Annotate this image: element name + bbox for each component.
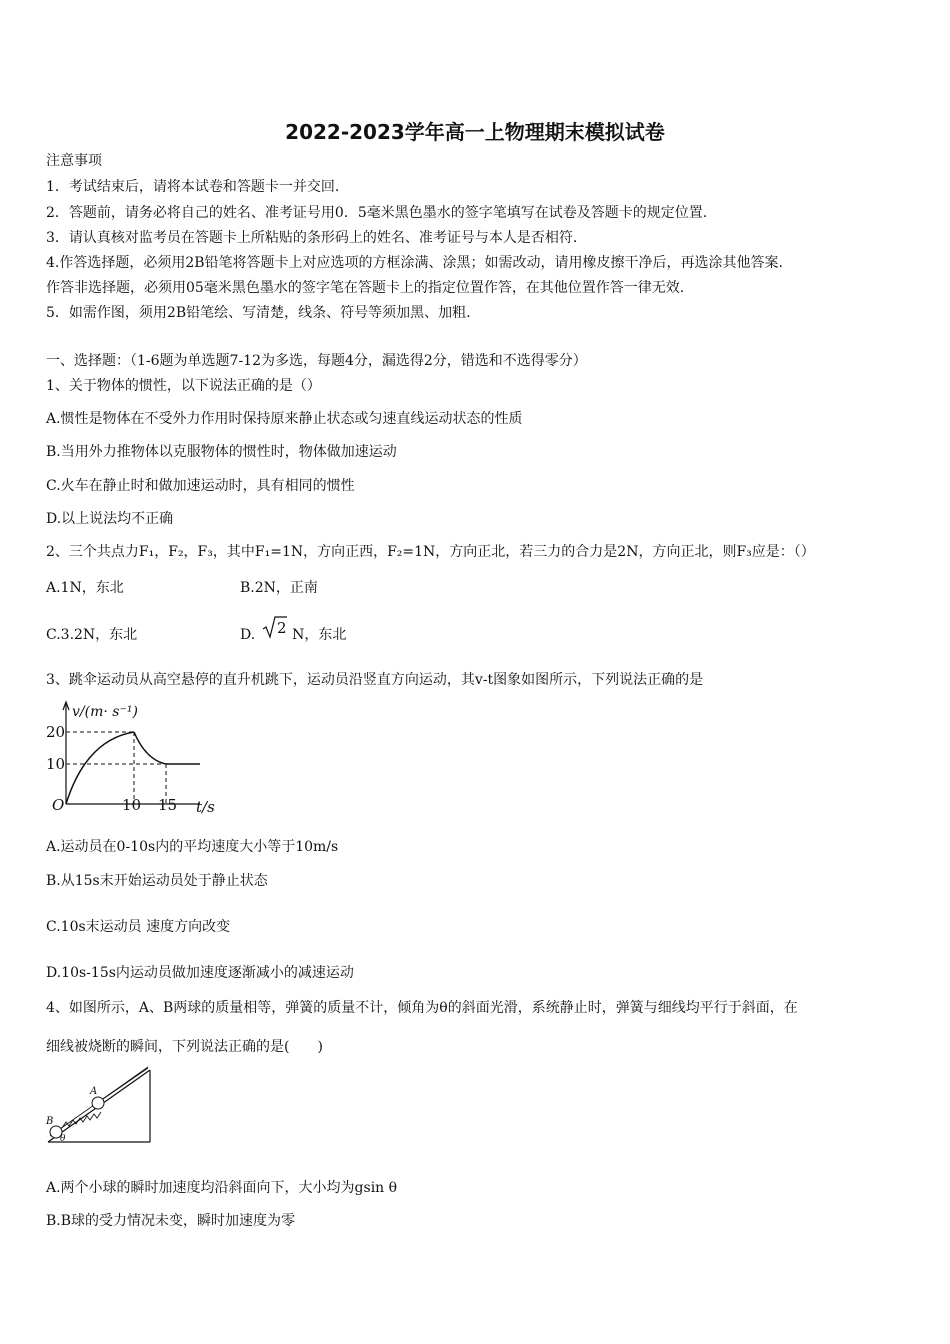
notice-heading: 注意事项 — [46, 153, 102, 169]
option-d-suffix: N，东北 — [292, 627, 347, 643]
question-2-option-b: B.2N，正南 — [240, 580, 318, 596]
label-a: A — [90, 1086, 98, 1097]
y-tick-20: 20 — [46, 723, 66, 741]
question-4-stem-line2: 细线被烧断的瞬间，下列说法正确的是( ) — [46, 1039, 323, 1055]
y-tick-10: 10 — [46, 755, 66, 773]
notice-item: 1．考试结束后，请将本试卷和答题卡一并交回. — [46, 179, 340, 195]
notice-item: 3．请认真核对监考员在答题卡上所粘贴的条形码上的姓名、准考证号与本人是否相符. — [46, 230, 578, 246]
page-title: 2022-2023学年高一上物理期末模拟试卷 — [285, 120, 665, 144]
y-axis-label: v/(m· s⁻¹) — [72, 704, 138, 720]
radicand: 2 — [276, 619, 287, 637]
vt-graph — [44, 698, 224, 816]
curve-accelerate — [66, 732, 134, 804]
notice-item: 4.作答选择题，必须用2B铅笔将答题卡上对应选项的方框涂满、涂黑；如需改动，请用橡皮擦干净后，再选涂其他答案. — [46, 255, 783, 271]
curve-decelerate — [134, 732, 166, 764]
incline-figure — [44, 1064, 156, 1146]
question-3-option-c: C.10s末运动员 速度方向改变 — [46, 919, 231, 935]
ball-a — [92, 1097, 104, 1109]
question-2-option-d — [240, 614, 346, 644]
question-3-option-b: B.从15s末开始运动员处于静止状态 — [46, 873, 268, 889]
question-4-stem-line1: 4、如图所示，A、B两球的质量相等，弹簧的质量不计，倾角为θ的斜面光滑，系统静止时，弹簧与细线均平行于斜面，在 — [46, 1000, 798, 1016]
question-1-option-d: D.以上说法均不正确 — [46, 511, 174, 527]
question-1-option-a: A.惯性是物体在不受外力作用时保持原来静止状态或匀速直线运动状态的性质 — [46, 411, 523, 427]
label-b: B — [46, 1116, 54, 1127]
question-2-stem: 2、三个共点力F₁，F₂，F₃，其中F₁=1N，方向正西，F₂=1N，方向正北，若三力的合力是2N，方向正北，则F₃应是：（） — [46, 544, 815, 560]
question-3-option-d: D.10s-15s内运动员做加速度逐渐减小的减速运动 — [46, 965, 354, 981]
question-4-option-b: B.B球的受力情况未变，瞬时加速度为零 — [46, 1213, 296, 1229]
spring — [62, 1112, 101, 1128]
sqrt-symbol — [262, 614, 288, 640]
x-axis-label: t/s — [196, 798, 215, 816]
x-tick-10: 10 — [122, 796, 142, 814]
question-3-stem: 3、跳伞运动员从高空悬停的直升机跳下，运动员沿竖直方向运动，其v-t图象如图所示，下列说法正确的是 — [46, 672, 704, 688]
notice-item: 5．如需作图，须用2B铅笔绘、写清楚，线条、符号等须加黑、加粗. — [46, 305, 471, 321]
question-1-option-b: B.当用外力推物体以克服物体的惯性时，物体做加速运动 — [46, 444, 397, 460]
option-d-prefix: D. — [240, 627, 256, 643]
x-tick-15: 15 — [158, 796, 178, 814]
origin-label: O — [52, 796, 65, 814]
question-1-option-c: C.火车在静止时和做加速运动时，具有相同的惯性 — [46, 478, 355, 494]
question-1-stem: 1、关于物体的惯性，以下说法正确的是（） — [46, 378, 321, 394]
label-theta: θ — [60, 1134, 66, 1144]
question-4-option-a: A.两个小球的瞬时加速度均沿斜面向下，大小均为gsin θ — [46, 1180, 398, 1196]
notice-item: 2．答题前，请务必将自己的姓名、准考证号用0．5毫米黑色墨水的签字笔填写在试卷及答题卡的规定位置. — [46, 205, 708, 221]
thread — [103, 1068, 148, 1099]
question-2-option-a: A.1N，东北 — [46, 580, 124, 596]
section-heading: 一、选择题：（1-6题为单选题7-12为多选，每题4分，漏选得2分，错选和不选得零分） — [46, 353, 587, 369]
notice-item: 作答非选择题，必须用05毫米黑色墨水的签字笔在答题卡上的指定位置作答，在其他位置作答一律无效. — [46, 280, 685, 296]
question-3-option-a: A.运动员在0-10s内的平均速度大小等于10m/s — [46, 839, 339, 855]
question-2-option-c: C.3.2N，东北 — [46, 627, 138, 643]
